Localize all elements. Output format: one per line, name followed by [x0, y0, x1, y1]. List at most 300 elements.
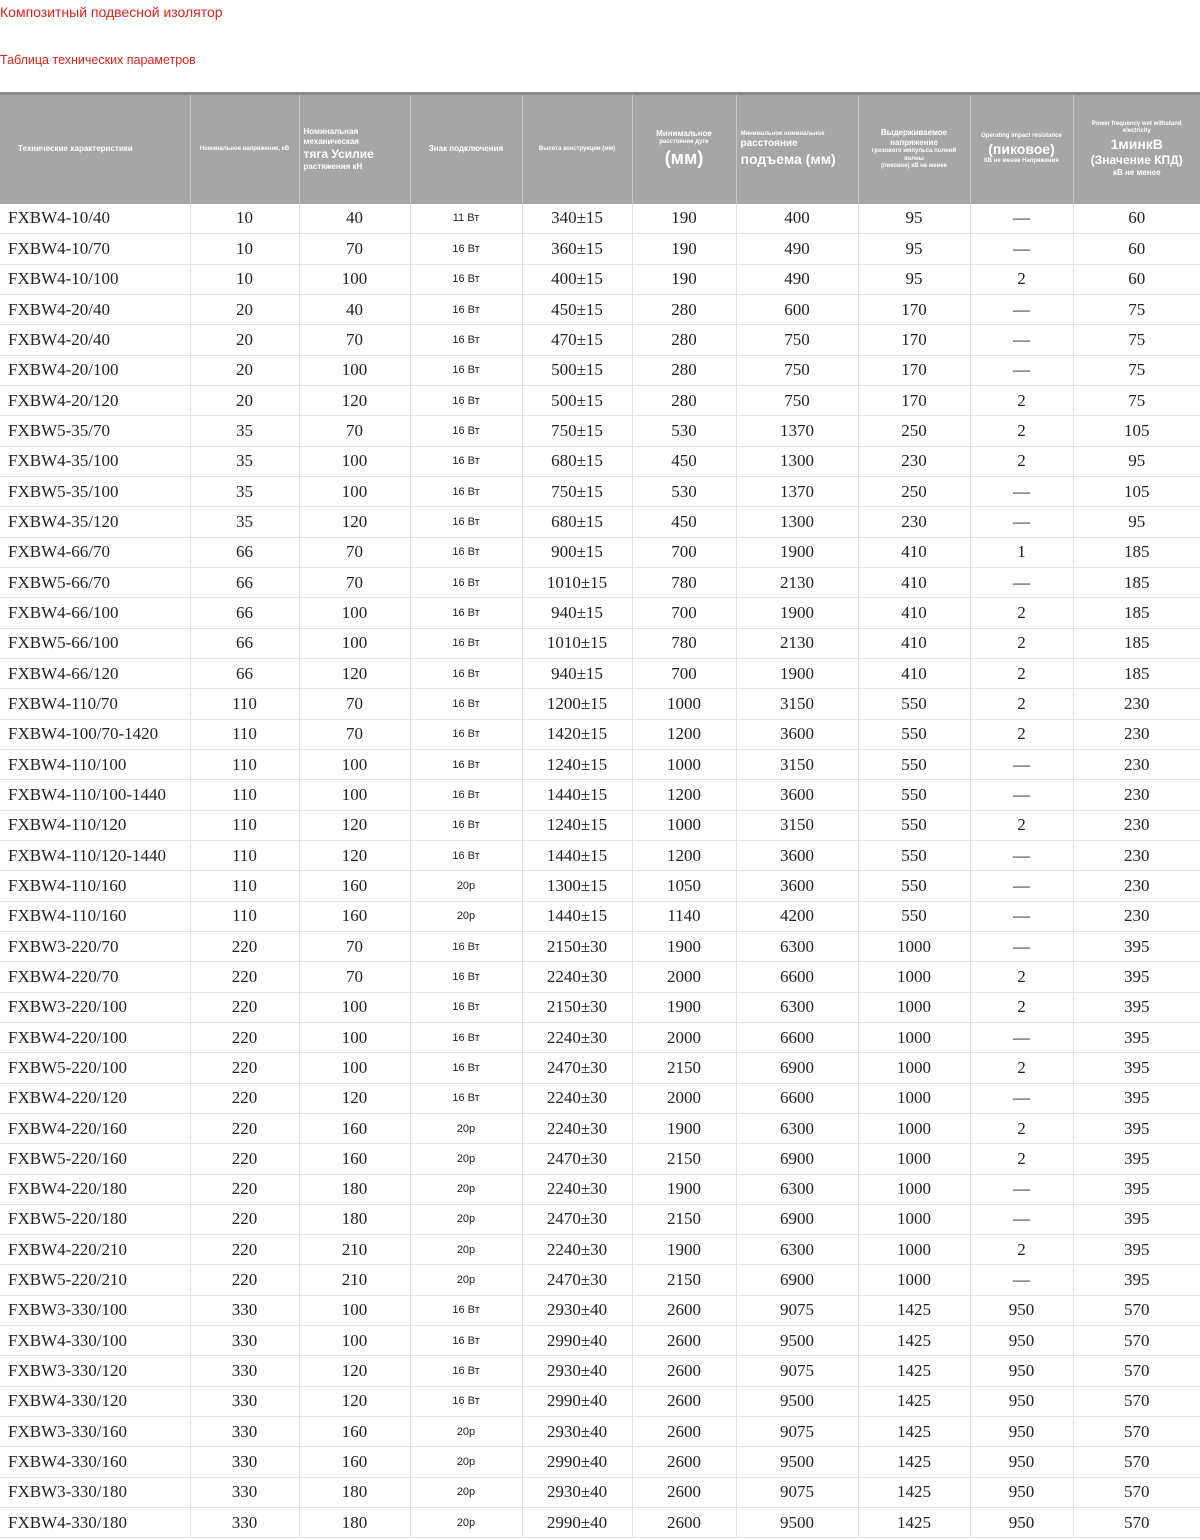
connection-cell: 20р [410, 1508, 522, 1538]
mech-load-cell: 160 [299, 871, 410, 901]
model-cell: FXBW4-220/120 [0, 1083, 190, 1113]
connection-cell: 16 Вт [410, 780, 522, 810]
lightning-impulse-cell: 410 [858, 567, 970, 597]
arc-distance-cell: 780 [632, 628, 736, 658]
arc-distance-cell: 450 [632, 507, 736, 537]
model-cell: FXBW3-220/70 [0, 931, 190, 961]
creepage-cell: 4200 [736, 901, 858, 931]
creepage-cell: 750 [736, 325, 858, 355]
header-creep-line1: Минимальное номинальное [740, 130, 825, 137]
power-frequency-cell: 75 [1073, 385, 1200, 415]
arc-distance-cell: 190 [632, 234, 736, 264]
connection-cell: 16 Вт [410, 1022, 522, 1052]
table-row [0, 385, 1200, 415]
table-row [0, 1113, 1200, 1143]
table-row [0, 1265, 1200, 1295]
model-cell: FXBW4-330/120 [0, 1386, 190, 1416]
model-cell: FXBW4-110/160 [0, 871, 190, 901]
voltage-cell: 330 [190, 1447, 299, 1477]
voltage-cell: 220 [190, 931, 299, 961]
header-arc-line2: расстояние дуги [659, 139, 709, 146]
arc-distance-cell: 1000 [632, 749, 736, 779]
creepage-cell: 3600 [736, 719, 858, 749]
model-cell: FXBW4-110/120 [0, 810, 190, 840]
mech-load-cell: 210 [299, 1265, 410, 1295]
connection-cell: 16 Вт [410, 264, 522, 294]
table-row [0, 294, 1200, 324]
power-frequency-cell: 570 [1073, 1417, 1200, 1447]
connection-cell: 20р [410, 1174, 522, 1204]
header-lightning-impulse [858, 94, 970, 204]
connection-cell: 16 Вт [410, 810, 522, 840]
voltage-cell: 220 [190, 1053, 299, 1083]
operating-impact-cell: 950 [970, 1508, 1073, 1538]
header-pf-line2: 1минкВ [1110, 135, 1163, 152]
arc-distance-cell: 700 [632, 537, 736, 567]
creepage-cell: 9500 [736, 1326, 858, 1356]
creepage-cell: 490 [736, 234, 858, 264]
operating-impact-cell: — [970, 931, 1073, 961]
height-cell: 400±15 [522, 264, 632, 294]
connection-cell: 16 Вт [410, 507, 522, 537]
model-cell: FXBW5-66/70 [0, 567, 190, 597]
model-cell: FXBW3-330/180 [0, 1477, 190, 1507]
lightning-impulse-cell: 95 [858, 234, 970, 264]
table-row [0, 416, 1200, 446]
voltage-cell: 220 [190, 1113, 299, 1143]
table-row [0, 1235, 1200, 1265]
mech-load-cell: 100 [299, 1326, 410, 1356]
model-cell: FXBW4-20/100 [0, 355, 190, 385]
power-frequency-cell: 395 [1073, 1204, 1200, 1234]
mech-load-cell: 120 [299, 507, 410, 537]
lightning-impulse-cell: 550 [858, 719, 970, 749]
creepage-cell: 6600 [736, 1083, 858, 1113]
operating-impact-cell: — [970, 749, 1073, 779]
table-row [0, 1295, 1200, 1325]
power-frequency-cell: 230 [1073, 871, 1200, 901]
power-frequency-cell: 185 [1073, 567, 1200, 597]
voltage-cell: 220 [190, 1204, 299, 1234]
height-cell: 2470±30 [522, 1204, 632, 1234]
connection-cell: 16 Вт [410, 931, 522, 961]
height-cell: 450±15 [522, 294, 632, 324]
creepage-cell: 3150 [736, 689, 858, 719]
power-frequency-cell: 230 [1073, 749, 1200, 779]
height-cell: 500±15 [522, 355, 632, 385]
lightning-impulse-cell: 1000 [858, 1022, 970, 1052]
connection-cell: 16 Вт [410, 1326, 522, 1356]
model-cell: FXBW4-220/210 [0, 1235, 190, 1265]
arc-distance-cell: 190 [632, 264, 736, 294]
connection-cell: 16 Вт [410, 1083, 522, 1113]
model-cell: FXBW4-10/40 [0, 204, 190, 234]
creepage-cell: 6600 [736, 1022, 858, 1052]
table-row [0, 1174, 1200, 1204]
voltage-cell: 330 [190, 1295, 299, 1325]
table-row [0, 598, 1200, 628]
connection-cell: 16 Вт [410, 628, 522, 658]
height-cell: 1200±15 [522, 689, 632, 719]
table-row [0, 871, 1200, 901]
lightning-impulse-cell: 170 [858, 325, 970, 355]
operating-impact-cell: 2 [970, 264, 1073, 294]
power-frequency-cell: 95 [1073, 507, 1200, 537]
model-cell: FXBW4-20/40 [0, 294, 190, 324]
mech-load-cell: 180 [299, 1174, 410, 1204]
voltage-cell: 110 [190, 901, 299, 931]
operating-impact-cell: — [970, 840, 1073, 870]
voltage-cell: 66 [190, 598, 299, 628]
height-cell: 750±15 [522, 476, 632, 506]
voltage-cell: 35 [190, 446, 299, 476]
voltage-cell: 66 [190, 628, 299, 658]
connection-cell: 16 Вт [410, 598, 522, 628]
operating-impact-cell: — [970, 1265, 1073, 1295]
height-cell: 2240±30 [522, 1113, 632, 1143]
lightning-impulse-cell: 1000 [858, 1235, 970, 1265]
model-cell: FXBW3-330/100 [0, 1295, 190, 1325]
voltage-cell: 330 [190, 1417, 299, 1447]
height-cell: 1440±15 [522, 780, 632, 810]
height-cell: 2930±40 [522, 1295, 632, 1325]
mech-load-cell: 100 [299, 446, 410, 476]
mech-load-cell: 70 [299, 537, 410, 567]
connection-cell: 11 Вт [410, 204, 522, 234]
voltage-cell: 35 [190, 476, 299, 506]
voltage-cell: 330 [190, 1386, 299, 1416]
table-row [0, 1417, 1200, 1447]
arc-distance-cell: 280 [632, 325, 736, 355]
operating-impact-cell: 950 [970, 1447, 1073, 1477]
arc-distance-cell: 1200 [632, 780, 736, 810]
voltage-cell: 110 [190, 871, 299, 901]
arc-distance-cell: 1200 [632, 719, 736, 749]
model-cell: FXBW4-330/180 [0, 1508, 190, 1538]
table-row [0, 1477, 1200, 1507]
voltage-cell: 66 [190, 658, 299, 688]
lightning-impulse-cell: 1000 [858, 1113, 970, 1143]
model-cell: FXBW4-110/70 [0, 689, 190, 719]
height-cell: 2470±30 [522, 1265, 632, 1295]
header-mech-line3: растяжения кН [303, 161, 363, 171]
mech-load-cell: 100 [299, 264, 410, 294]
creepage-cell: 6300 [736, 992, 858, 1022]
lightning-impulse-cell: 1425 [858, 1295, 970, 1325]
table-row [0, 1204, 1200, 1234]
arc-distance-cell: 1000 [632, 810, 736, 840]
connection-cell: 16 Вт [410, 385, 522, 415]
lightning-impulse-cell: 250 [858, 476, 970, 506]
connection-cell: 16 Вт [410, 749, 522, 779]
table-row [0, 810, 1200, 840]
table-row [0, 1053, 1200, 1083]
arc-distance-cell: 530 [632, 476, 736, 506]
height-cell: 1240±15 [522, 749, 632, 779]
height-cell: 2240±30 [522, 962, 632, 992]
creepage-cell: 6900 [736, 1053, 858, 1083]
mech-load-cell: 160 [299, 901, 410, 931]
model-cell: FXBW4-330/100 [0, 1326, 190, 1356]
operating-impact-cell: — [970, 355, 1073, 385]
operating-impact-cell: — [970, 871, 1073, 901]
creepage-cell: 9500 [736, 1447, 858, 1477]
height-cell: 2240±30 [522, 1235, 632, 1265]
mech-load-cell: 120 [299, 1356, 410, 1386]
lightning-impulse-cell: 170 [858, 385, 970, 415]
creepage-cell: 3600 [736, 840, 858, 870]
height-cell: 680±15 [522, 507, 632, 537]
mech-load-cell: 70 [299, 567, 410, 597]
voltage-cell: 220 [190, 1174, 299, 1204]
table-row [0, 567, 1200, 597]
height-cell: 2990±40 [522, 1508, 632, 1538]
arc-distance-cell: 2150 [632, 1204, 736, 1234]
voltage-cell: 330 [190, 1326, 299, 1356]
creepage-cell: 3150 [736, 810, 858, 840]
mech-load-cell: 100 [299, 628, 410, 658]
creepage-cell: 6600 [736, 962, 858, 992]
lightning-impulse-cell: 550 [858, 810, 970, 840]
operating-impact-cell: 2 [970, 385, 1073, 415]
mech-load-cell: 40 [299, 204, 410, 234]
operating-impact-cell: 950 [970, 1295, 1073, 1325]
voltage-cell: 220 [190, 1083, 299, 1113]
lightning-impulse-cell: 230 [858, 507, 970, 537]
table-header [0, 94, 1200, 204]
mech-load-cell: 120 [299, 1083, 410, 1113]
table-row [0, 658, 1200, 688]
height-cell: 1010±15 [522, 628, 632, 658]
model-cell: FXBW4-66/100 [0, 598, 190, 628]
header-height-text: Высота конструкции (мм) [538, 145, 616, 152]
height-cell: 750±15 [522, 416, 632, 446]
connection-cell: 16 Вт [410, 840, 522, 870]
model-cell: FXBW5-220/180 [0, 1204, 190, 1234]
table-subtitle: Таблица технических параметров [0, 53, 196, 67]
arc-distance-cell: 1050 [632, 871, 736, 901]
creepage-cell: 6300 [736, 931, 858, 961]
voltage-cell: 66 [190, 537, 299, 567]
model-cell: FXBW4-330/160 [0, 1447, 190, 1477]
height-cell: 940±15 [522, 598, 632, 628]
height-cell: 2240±30 [522, 1174, 632, 1204]
header-imp-line2: (пиковое) [988, 140, 1055, 157]
height-cell: 340±15 [522, 204, 632, 234]
voltage-cell: 20 [190, 294, 299, 324]
table-row [0, 719, 1200, 749]
arc-distance-cell: 1200 [632, 840, 736, 870]
connection-cell: 16 Вт [410, 1356, 522, 1386]
lightning-impulse-cell: 550 [858, 689, 970, 719]
mech-load-cell: 210 [299, 1235, 410, 1265]
arc-distance-cell: 2600 [632, 1386, 736, 1416]
power-frequency-cell: 60 [1073, 264, 1200, 294]
operating-impact-cell: 2 [970, 719, 1073, 749]
arc-distance-cell: 2600 [632, 1508, 736, 1538]
height-cell: 1420±15 [522, 719, 632, 749]
model-cell: FXBW4-10/70 [0, 234, 190, 264]
header-light-line3: (пиковое) кВ не менее [881, 163, 947, 169]
arc-distance-cell: 2000 [632, 1083, 736, 1113]
table-row [0, 1022, 1200, 1052]
voltage-cell: 35 [190, 416, 299, 446]
voltage-cell: 220 [190, 1022, 299, 1052]
mech-load-cell: 100 [299, 476, 410, 506]
header-pf-line4: кВ не менее [1112, 168, 1161, 177]
height-cell: 470±15 [522, 325, 632, 355]
lightning-impulse-cell: 1425 [858, 1326, 970, 1356]
connection-cell: 20р [410, 871, 522, 901]
creepage-cell: 3150 [736, 749, 858, 779]
connection-cell: 16 Вт [410, 325, 522, 355]
connection-cell: 16 Вт [410, 1295, 522, 1325]
lightning-impulse-cell: 1000 [858, 1083, 970, 1113]
table-row [0, 749, 1200, 779]
connection-cell: 16 Вт [410, 476, 522, 506]
lightning-impulse-cell: 410 [858, 628, 970, 658]
arc-distance-cell: 2000 [632, 1022, 736, 1052]
height-cell: 900±15 [522, 537, 632, 567]
operating-impact-cell: 2 [970, 628, 1073, 658]
height-cell: 2470±30 [522, 1144, 632, 1174]
header-model-text: Технические характеристики [18, 144, 133, 154]
voltage-cell: 110 [190, 749, 299, 779]
operating-impact-cell: — [970, 1083, 1073, 1113]
power-frequency-cell: 570 [1073, 1477, 1200, 1507]
header-arc-line1: Минимальное [656, 129, 712, 139]
voltage-cell: 66 [190, 567, 299, 597]
power-frequency-cell: 570 [1073, 1447, 1200, 1477]
operating-impact-cell: — [970, 1174, 1073, 1204]
lightning-impulse-cell: 95 [858, 204, 970, 234]
connection-cell: 16 Вт [410, 234, 522, 264]
connection-cell: 20р [410, 1204, 522, 1234]
table-row [0, 1326, 1200, 1356]
creepage-cell: 1900 [736, 537, 858, 567]
power-frequency-cell: 185 [1073, 598, 1200, 628]
connection-cell: 16 Вт [410, 719, 522, 749]
table-row [0, 840, 1200, 870]
power-frequency-cell: 230 [1073, 810, 1200, 840]
header-model [0, 94, 190, 204]
power-frequency-cell: 395 [1073, 1083, 1200, 1113]
operating-impact-cell: — [970, 325, 1073, 355]
mech-load-cell: 120 [299, 385, 410, 415]
table-row [0, 1356, 1200, 1386]
height-cell: 940±15 [522, 658, 632, 688]
table-row [0, 931, 1200, 961]
connection-cell: 20р [410, 1235, 522, 1265]
power-frequency-cell: 105 [1073, 416, 1200, 446]
height-cell: 2990±40 [522, 1447, 632, 1477]
arc-distance-cell: 2600 [632, 1356, 736, 1386]
mech-load-cell: 70 [299, 719, 410, 749]
arc-distance-cell: 1900 [632, 1235, 736, 1265]
height-cell: 1440±15 [522, 901, 632, 931]
model-cell: FXBW5-66/100 [0, 628, 190, 658]
operating-impact-cell: 950 [970, 1356, 1073, 1386]
mech-load-cell: 120 [299, 840, 410, 870]
header-creep-line2: расстояние [740, 138, 798, 149]
header-creep-line3: подъема (мм) [740, 150, 836, 167]
mech-load-cell: 70 [299, 962, 410, 992]
connection-cell: 16 Вт [410, 446, 522, 476]
power-frequency-cell: 230 [1073, 780, 1200, 810]
lightning-impulse-cell: 1425 [858, 1508, 970, 1538]
lightning-impulse-cell: 1000 [858, 1144, 970, 1174]
header-mechanical-load [299, 94, 410, 204]
table-row [0, 204, 1200, 234]
power-frequency-cell: 395 [1073, 992, 1200, 1022]
operating-impact-cell: — [970, 901, 1073, 931]
lightning-impulse-cell: 170 [858, 294, 970, 324]
voltage-cell: 330 [190, 1477, 299, 1507]
table-row [0, 1508, 1200, 1538]
power-frequency-cell: 395 [1073, 1235, 1200, 1265]
mech-load-cell: 160 [299, 1417, 410, 1447]
mech-load-cell: 100 [299, 598, 410, 628]
power-frequency-cell: 75 [1073, 294, 1200, 324]
lightning-impulse-cell: 1000 [858, 1053, 970, 1083]
table-body [0, 204, 1200, 1538]
mech-load-cell: 70 [299, 416, 410, 446]
operating-impact-cell: — [970, 294, 1073, 324]
model-cell: FXBW5-35/70 [0, 416, 190, 446]
operating-impact-cell: 2 [970, 598, 1073, 628]
model-cell: FXBW3-330/120 [0, 1356, 190, 1386]
creepage-cell: 6300 [736, 1235, 858, 1265]
header-light-line2: грозового импульса полной волны [871, 148, 957, 162]
creepage-cell: 9075 [736, 1477, 858, 1507]
lightning-impulse-cell: 1425 [858, 1477, 970, 1507]
operating-impact-cell: 950 [970, 1477, 1073, 1507]
lightning-impulse-cell: 550 [858, 840, 970, 870]
height-cell: 2930±40 [522, 1417, 632, 1447]
voltage-cell: 110 [190, 840, 299, 870]
lightning-impulse-cell: 1425 [858, 1417, 970, 1447]
arc-distance-cell: 2600 [632, 1447, 736, 1477]
creepage-cell: 1300 [736, 446, 858, 476]
header-light-line1: Выдерживаемое напряжение [880, 128, 948, 147]
voltage-cell: 110 [190, 719, 299, 749]
voltage-cell: 220 [190, 992, 299, 1022]
creepage-cell: 3600 [736, 871, 858, 901]
power-frequency-cell: 230 [1073, 719, 1200, 749]
connection-cell: 16 Вт [410, 1386, 522, 1416]
height-cell: 2990±40 [522, 1326, 632, 1356]
connection-cell: 20р [410, 1447, 522, 1477]
lightning-impulse-cell: 1000 [858, 962, 970, 992]
operating-impact-cell: — [970, 1022, 1073, 1052]
mech-load-cell: 120 [299, 658, 410, 688]
power-frequency-cell: 395 [1073, 962, 1200, 992]
connection-cell: 16 Вт [410, 355, 522, 385]
table-row [0, 325, 1200, 355]
arc-distance-cell: 530 [632, 416, 736, 446]
connection-cell: 16 Вт [410, 294, 522, 324]
mech-load-cell: 120 [299, 810, 410, 840]
operating-impact-cell: — [970, 234, 1073, 264]
lightning-impulse-cell: 410 [858, 598, 970, 628]
creepage-cell: 400 [736, 204, 858, 234]
arc-distance-cell: 280 [632, 385, 736, 415]
connection-cell: 20р [410, 1417, 522, 1447]
power-frequency-cell: 185 [1073, 628, 1200, 658]
creepage-cell: 6900 [736, 1144, 858, 1174]
lightning-impulse-cell: 1000 [858, 1204, 970, 1234]
height-cell: 2930±40 [522, 1477, 632, 1507]
